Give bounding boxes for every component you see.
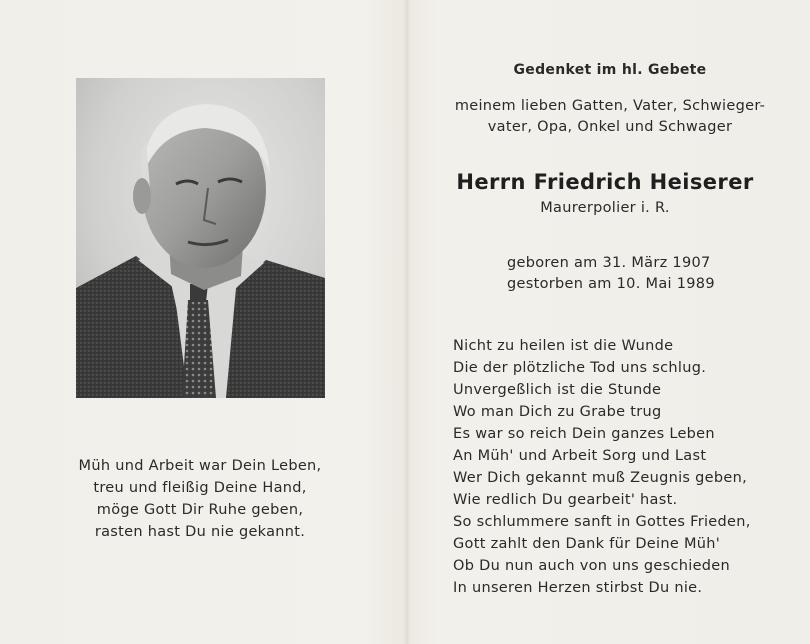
- right-poem-line: Es war so reich Dein ganzes Leben: [453, 426, 715, 442]
- left-poem: [40, 455, 360, 543]
- death-date: gestorben am 10. Mai 1989: [507, 276, 715, 292]
- left-poem-line: Müh und Arbeit war Dein Leben,: [78, 458, 322, 474]
- left-poem-line: möge Gott Dir Ruhe geben,: [96, 502, 304, 518]
- right-poem-line: Nicht zu heilen ist die Wunde: [453, 338, 674, 354]
- right-poem-line: In unseren Herzen stirbst Du nie.: [453, 580, 703, 596]
- birth-date: geboren am 31. März 1907: [507, 255, 711, 271]
- life-dates: [507, 253, 767, 295]
- deceased-name: Herrn Friedrich Heiserer: [456, 170, 754, 194]
- dedication-line: meinem lieben Gatten, Vater, Schwieger-: [454, 98, 766, 114]
- right-poem: [453, 335, 808, 599]
- left-page: [0, 0, 404, 644]
- right-poem-line: Gott zahlt den Dank für Deine Müh': [453, 536, 721, 552]
- dedication-line: vater, Opa, Onkel und Schwager: [487, 119, 733, 135]
- heading: Gedenket im hl. Gebete: [513, 62, 707, 78]
- right-poem-line: Die der plötzliche Tod uns schlug.: [453, 360, 707, 376]
- occupation: Maurerpolier i. R.: [540, 200, 670, 216]
- right-poem-line: An Müh' und Arbeit Sorg und Last: [453, 448, 707, 464]
- right-poem-line: Unvergeßlich ist die Stunde: [453, 382, 662, 398]
- right-poem-line: Ob Du nun auch von uns geschieden: [453, 558, 731, 574]
- right-poem-line: Wer Dich gekannt muß Zeugnis geben,: [453, 470, 748, 486]
- right-poem-line: So schlummere sanft in Gottes Frieden,: [453, 514, 751, 530]
- portrait-photo: [76, 78, 325, 398]
- right-page: [410, 0, 810, 644]
- left-poem-line: treu und fleißig Deine Hand,: [93, 480, 307, 496]
- dedication: [410, 96, 810, 138]
- right-poem-line: Wie redlich Du gearbeit' hast.: [453, 492, 678, 508]
- right-poem-line: Wo man Dich zu Grabe trug: [453, 404, 662, 420]
- left-poem-line: rasten hast Du nie gekannt.: [94, 524, 306, 540]
